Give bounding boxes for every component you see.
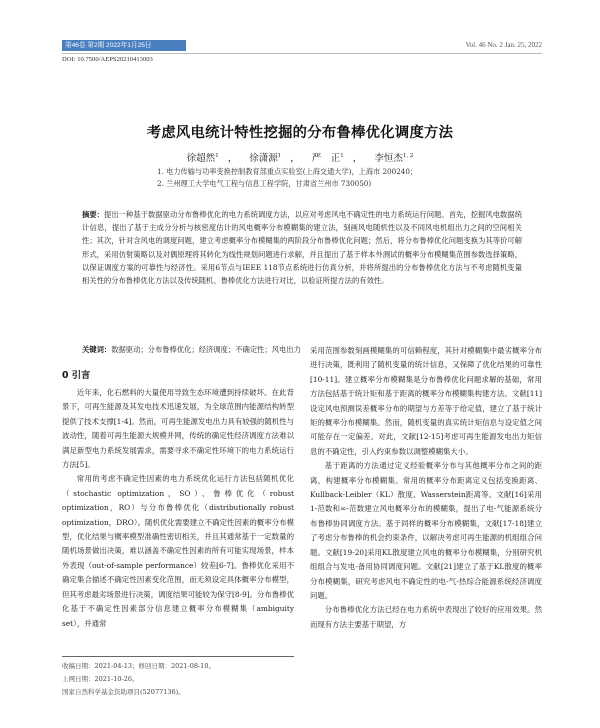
author: 徐潇源$^1$ bbox=[249, 152, 282, 164]
volume-info: Vol. 46 No. 2 Jan. 25, 2022 bbox=[465, 41, 542, 49]
paragraph: 基于距离的方法通过定义经验概率分布与其他概率分布之间的距离，构建概率分布模糊集。常用的概率分布距离定义包括变换距离、Kullback-Leibler（KL）散度、Wasserstein距离等。文献[16]采用1-范数和∞-范数建立风电概率分布的模糊集，提出了电-气能源系统分布鲁棒协同调度方法。基于同样的概率分布模糊集，文献[17-18]建立了考虑分布鲁棒的机会约束条件，以解决考虑可再生能源的机组组合问题。文献[19-20]采用KL散度建立风电的概率分布模糊集，分别研究机组组合与发电-备用协同调度问题。文献[21]建立了基于KL散度的概率分布模糊集，研究考虑风电不确定性的电-气-热综合能源系统经济调度问题。 bbox=[310, 461, 542, 600]
keywords bbox=[82, 345, 301, 355]
footnote: 上网日期：2021-10-26。 bbox=[62, 675, 139, 683]
paragraph: 常用的考虑不确定性因素的电力系统优化运行方法包括随机优化（stochastic optimization，SO）、鲁棒优化（robust optimization，RO）与分布鲁棒优化（distributionally robust optimization，DRO）。随机优化需要建立不确定性因素的概率分布模型，优化结果与概率模型准确性密切相关，并且其通常基于一定数量的随机场景做出决策，难以涵盖不确定性因素的所有可能实现场景，样本外表现（out-of-sample performance）较差[6-7]。鲁棒优化采用不确定集合描述不确定性因素变化范围，而无须设定具体概率分布模型，但其考虑最劣场景进行决策，调度结果可能较为保守[8-9]。分布鲁棒优化基于不确定性因素部分信息建立概率分布模糊集（ambiguity set），并通常 bbox=[62, 474, 294, 628]
author: 严 正$^1$ bbox=[311, 152, 344, 164]
issue-badge: 第46卷 第2期 2022年1月25日 bbox=[62, 40, 186, 51]
section-heading: 0 引言 bbox=[62, 370, 91, 381]
left-column bbox=[62, 386, 294, 631]
paragraph: 近年来，化石燃料的大量使用导致生态环境遭到持续破坏。在此背景下，可再生能源及其发电技术迅速发展，为全球范围内能源结构转型提供了技术支撑[1-4]。然而，可再生能源发电出力具有较强的随机性与波动性，随着可再生能源大规模并网，传统的确定性经济调度方法难以满足新型电力系统发展需求，需要寻求不确定性环境下的电力系统运行方法[5]。 bbox=[62, 388, 294, 470]
footnote: 国家自然科学基金资助项目(52077136)。 bbox=[62, 688, 185, 696]
affiliation: 2. 兰州理工大学电气工程与信息工程学院，甘肃省兰州市 730050) bbox=[157, 179, 372, 188]
footnote: 收稿日期：2021-04-13；修回日期：2021-08-10。 bbox=[62, 662, 215, 670]
abstract bbox=[82, 208, 522, 287]
author-list: 徐超然$^1$ ， 徐潇源$^1$ ， 严 正$^1$ ， 李恒杰$^{1, 2}$ bbox=[186, 152, 414, 164]
paragraph: 采用范围参数刻画模糊集的可信赖程度，其针对模糊集中最劣概率分布进行决策，既利用了随机变量的统计信息，又保障了优化结果的可靠性[10-11]。建立概率分布模糊集是分布鲁棒优化问题求解的基础，常用方法包括基于统计矩和基于距离的概率分布模糊集构建方法。文献[11]设定风电预测误差概率分布的期望与方差等于给定值，建立了基于统计矩的概率分布模糊集。然而，随机变量的真实统计矩信息与设定值之间可能存在一定偏差。对此，文献[12-15]考虑可再生能源发电出力矩信息的不确定性，引入约束参数以调整模糊集大小。 bbox=[310, 346, 542, 456]
author: 李恒杰$^{1, 2}$ bbox=[374, 152, 414, 164]
keywords-label: 关键词： bbox=[82, 345, 112, 354]
abstract-text: 提出一种基于数据驱动分布鲁棒优化的电力系统调度方法，以应对考虑风电不确定性的电力系统运行问题。首先，挖掘风电数据统计信息，提出了基于主成分分析与核密度估计的风电概率分布模糊集的建立法，刻画风电随机性以及不同风电机组出力之间的空间相关性；其次，针对含风电的调度问题，建立考虑概率分布模糊集的两阶段分布鲁棒优化问题；然后，将分布鲁棒优化问题变换为其等价可解形式，采用仿射策略以及对偶原理将其转化为线性规划问题进行求解，并且提出了基于样本外测试的概率分布模糊集范围参数选择策略，以保证调度方案的可靠性与经济性。采用6节点与IEEE 118节点系统进行仿真分析，并将所提出的分布鲁棒优化方法与不考虑随机变量相关性的分布鲁棒优化方法以及传统随机、鲁棒优化方法进行对比，以验证所提方法的有效性。 bbox=[82, 210, 523, 286]
footnote-divider bbox=[62, 656, 294, 657]
paper-title: 考虑风电统计特性挖掘的分布鲁棒优化调度方法 bbox=[146, 125, 454, 141]
right-column bbox=[310, 344, 542, 632]
header-divider bbox=[62, 53, 542, 54]
affiliation: 1. 电力传输与功率变换控制教育部重点实验室(上海交通大学)，上海市 200240； bbox=[157, 167, 418, 176]
author: 徐超然$^1$ bbox=[186, 152, 219, 164]
paragraph: 分布鲁棒优化方法已经在电力系统中表现出了较好的应用效果。然而现有方法主要基于期望，方 bbox=[310, 605, 542, 629]
doi: DOI: 10.7500/AEPS20210413003 bbox=[62, 56, 153, 63]
keywords-text: 数据驱动；分布鲁棒优化；经济调度；不确定性；风电出力 bbox=[111, 345, 301, 354]
abstract-label: 摘要： bbox=[82, 210, 105, 219]
